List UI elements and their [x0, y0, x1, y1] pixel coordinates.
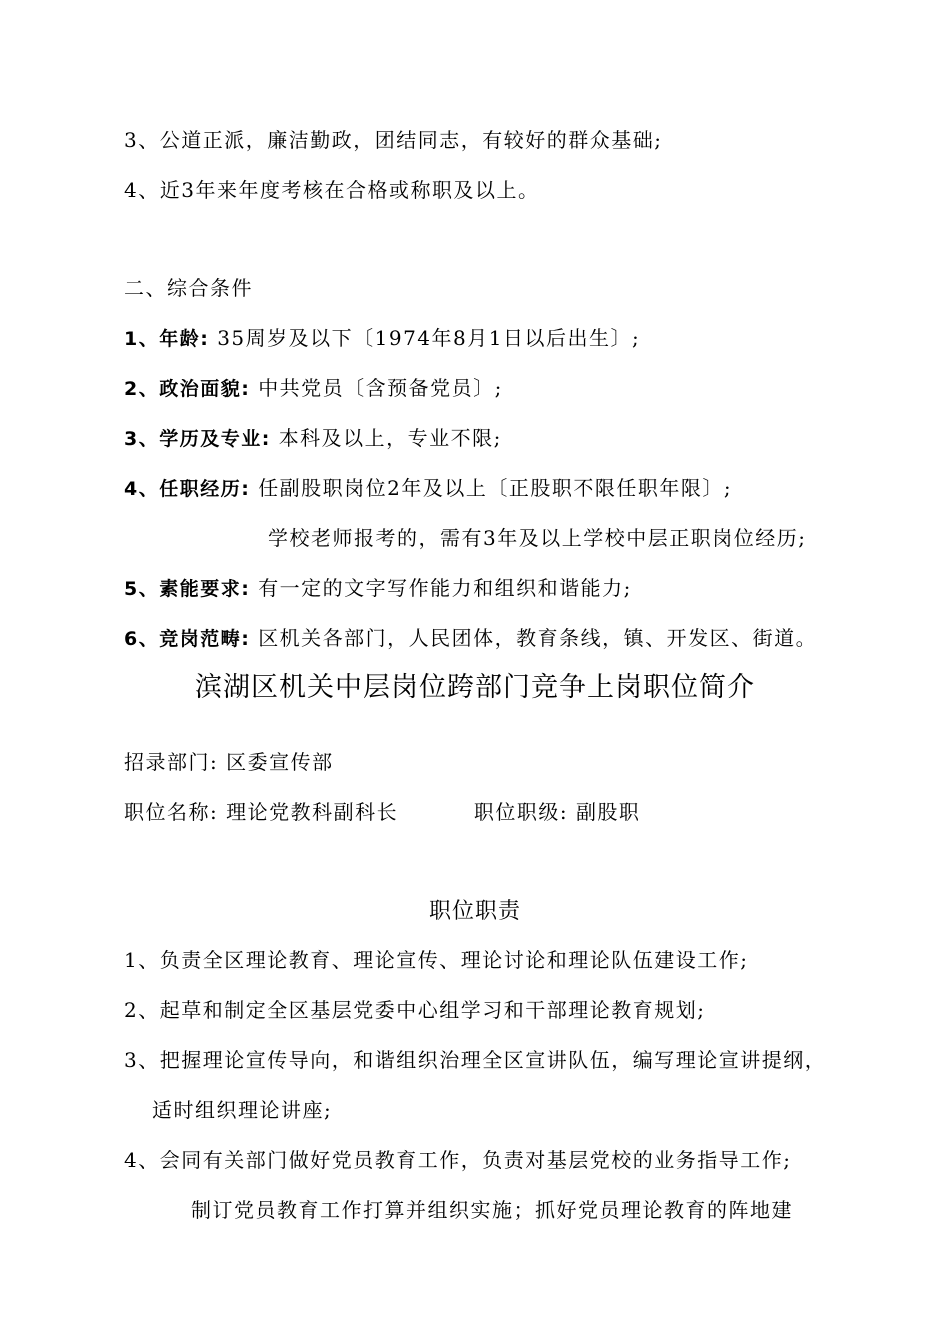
condition-political — [124, 376, 503, 401]
condition-text: 中共党员〔含预备党员〕; — [258, 376, 503, 400]
section-heading-comprehensive: 二、综合条件 — [124, 276, 253, 300]
duty-line: 1、负责全区理论教育、理论宣传、理论讨论和理论队伍建设工作; — [124, 948, 749, 972]
condition-age — [124, 326, 640, 351]
condition-label: 1、年龄: — [124, 328, 210, 350]
duty-line: 4、会同有关部门做好党员教育工作，负责对基层党校的业务指导工作; — [124, 1148, 792, 1172]
position-title: 滨湖区机关中层岗位跨部门竞争上岗职位简介 — [195, 672, 755, 703]
department-label: 招录部门: — [124, 750, 219, 774]
condition-scope — [124, 626, 817, 651]
recruit-department — [124, 750, 334, 774]
condition-label: 6、竞岗范畴: — [124, 628, 251, 650]
duty-line: 制订党员教育工作打算并组织实施；抓好党员理论教育的阵地建 — [191, 1198, 793, 1222]
position-info — [124, 800, 640, 824]
condition-text: 区机关各部门，人民团体，教育条线，镇、开发区、街道。 — [258, 626, 818, 650]
condition-label: 3、学历及专业: — [124, 428, 271, 450]
position-name-label: 职位名称: — [124, 800, 219, 824]
condition-text: 任副股职岗位2年及以上〔正股职不限任职年限〕; — [258, 476, 733, 500]
duty-line: 适时组织理论讲座; — [152, 1098, 333, 1122]
position-grade-value: 副股职 — [575, 800, 641, 824]
condition-text: 有一定的文字写作能力和组织和谐能力; — [258, 576, 632, 600]
condition-label: 2、政治面貌: — [124, 378, 251, 400]
condition-experience — [124, 476, 732, 501]
duty-line: 2、起草和制定全区基层党委中心组学习和干部理论教育规划; — [124, 998, 706, 1022]
position-name-value: 理论党教科副科长 — [226, 800, 399, 824]
duties-heading: 职位职责 — [428, 899, 521, 924]
condition-experience-teacher: 学校老师报考的，需有3年及以上学校中层正职岗位经历; — [268, 526, 807, 550]
condition-education — [124, 426, 502, 451]
condition-label: 4、任职经历: — [124, 478, 251, 500]
department-value: 区委宣传部 — [226, 750, 334, 774]
condition-text: 本科及以上，专业不限; — [278, 426, 502, 450]
condition-label: 5、素能要求: — [124, 578, 251, 600]
prev-condition-4: 4、近3年来年度考核在合格或称职及以上。 — [124, 178, 540, 202]
position-grade-label: 职位职级: — [473, 800, 569, 824]
prev-condition-3: 3、公道正派，廉洁勤政，团结同志，有较好的群众基础; — [124, 128, 663, 152]
condition-ability — [124, 576, 632, 601]
duty-line: 3、把握理论宣传导向，和谐组织治理全区宣讲队伍，编写理论宣讲提纲， — [124, 1048, 827, 1072]
condition-text: 35周岁及以下〔1974年8月1日以后出生〕; — [217, 326, 641, 350]
